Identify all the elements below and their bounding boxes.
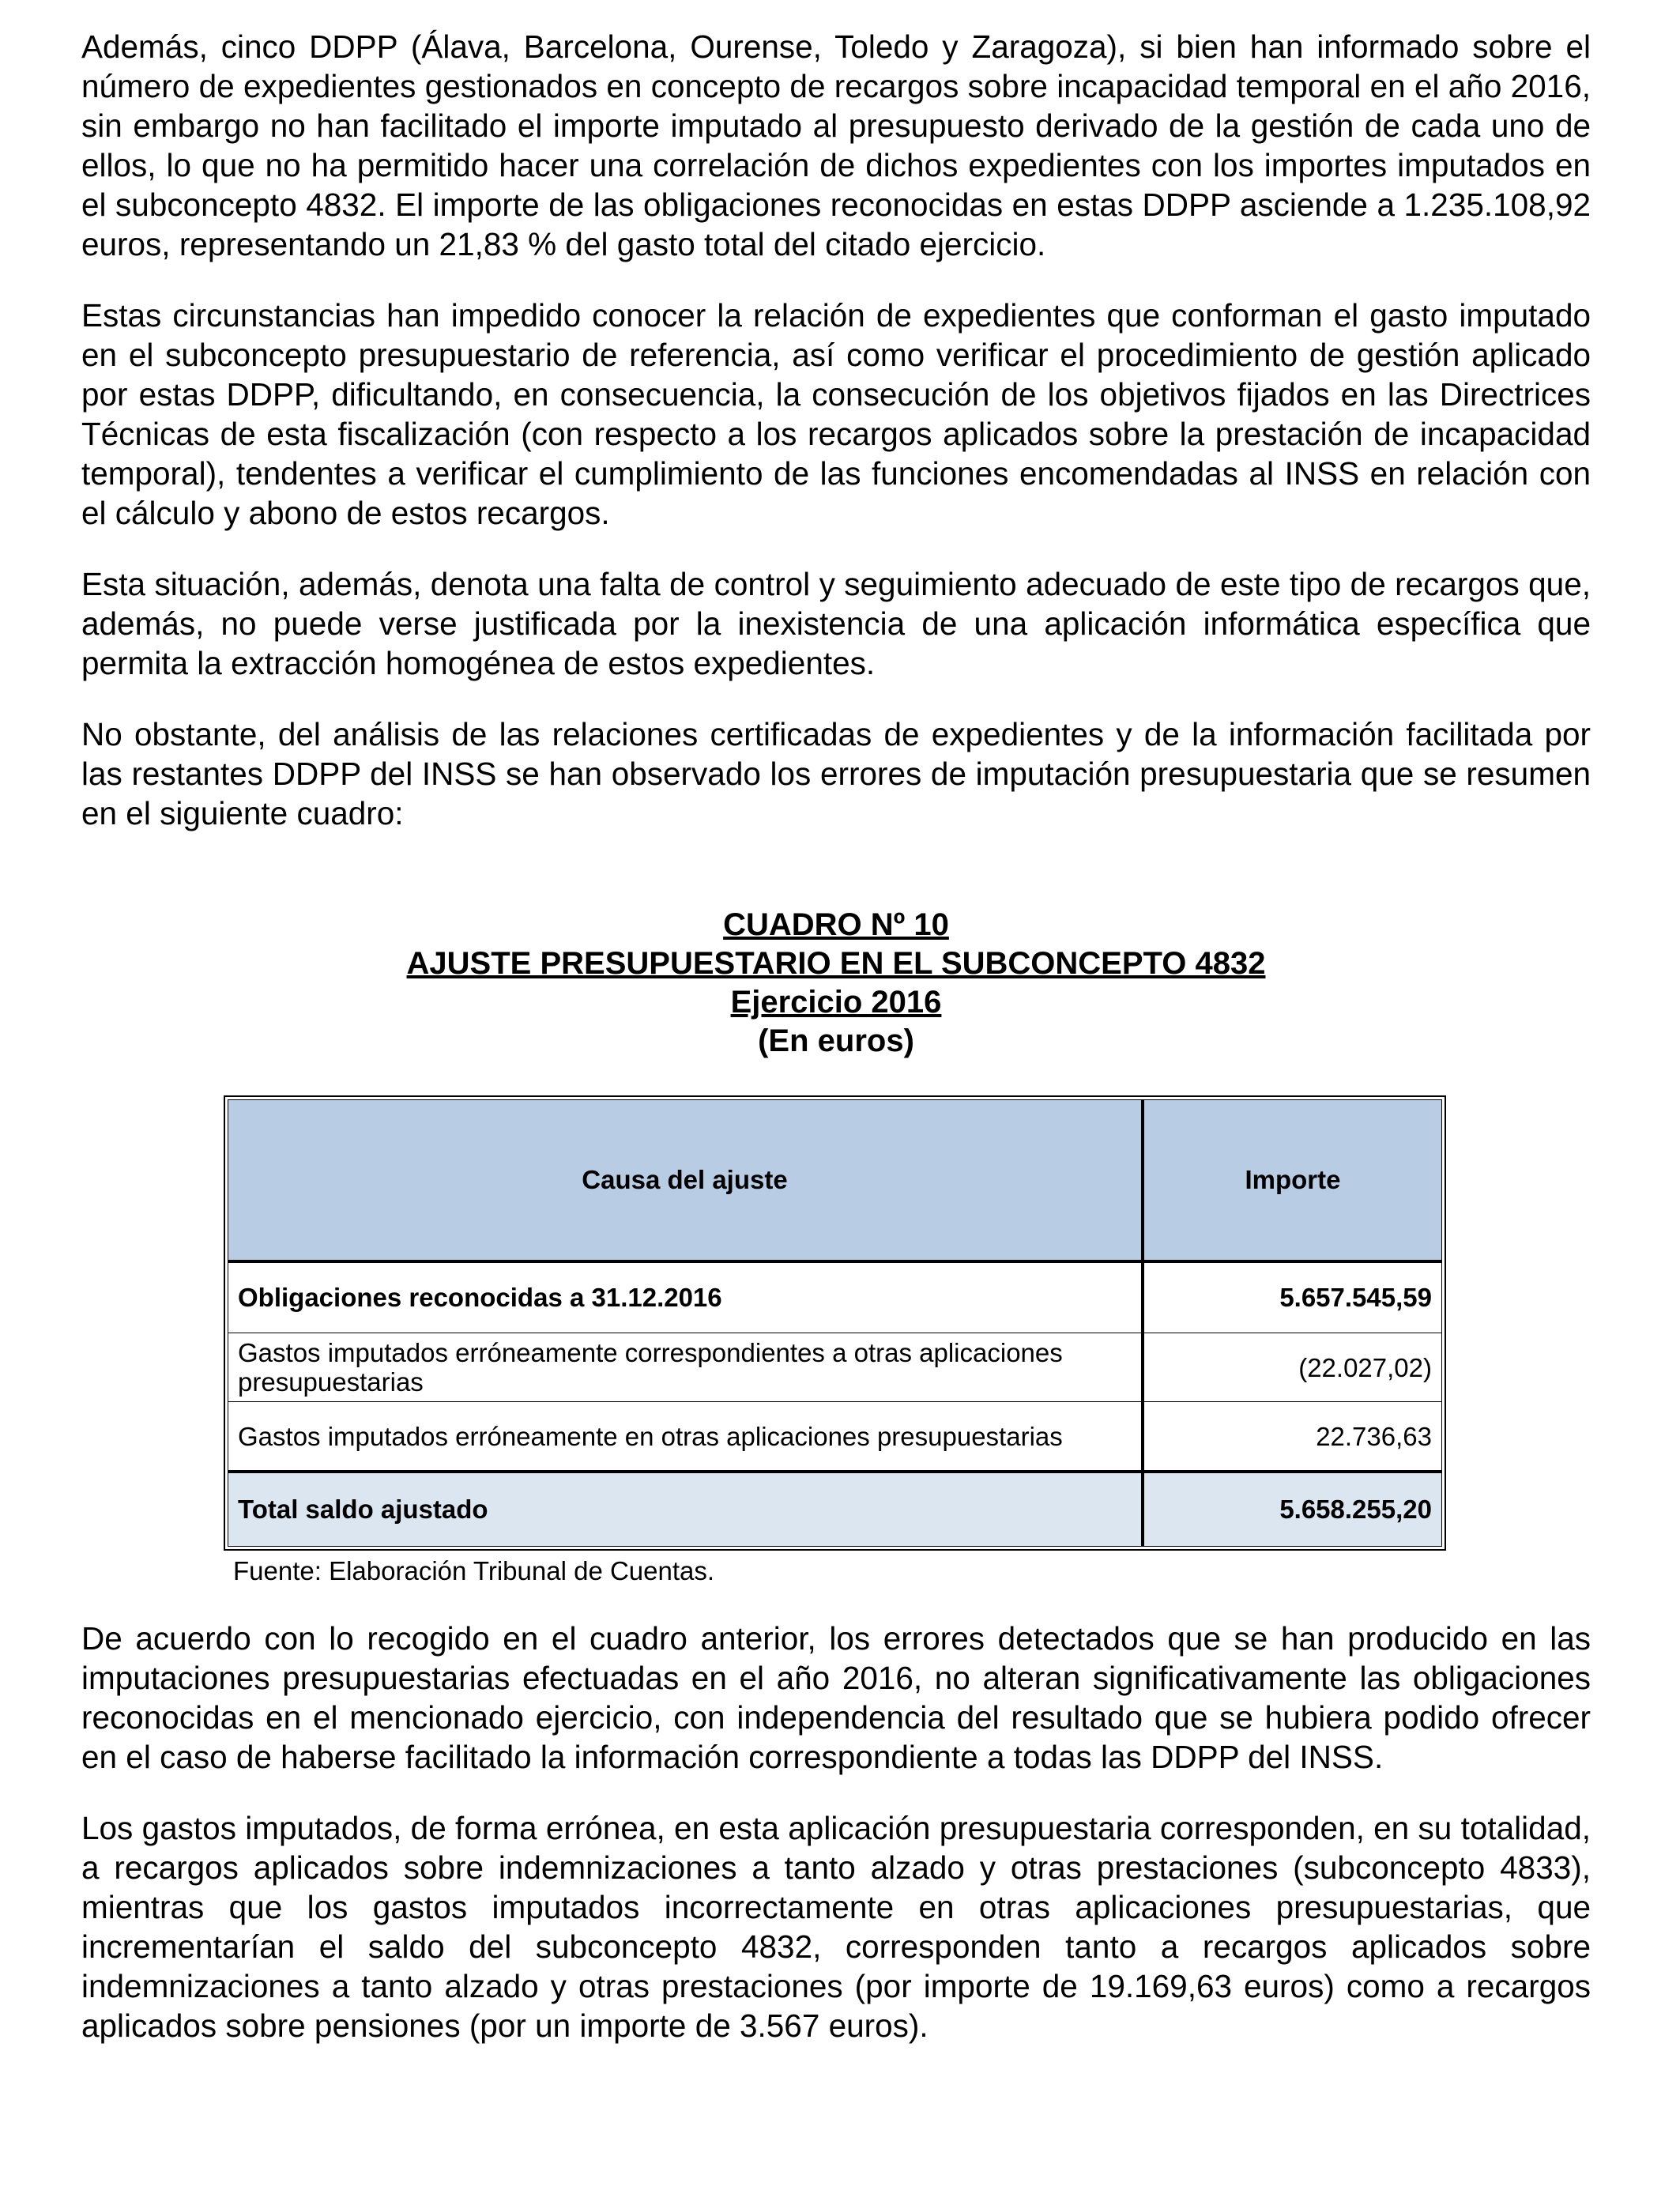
paragraph-control-lack: Esta situación, además, denota una falta de control y seguimiento adecuado de este tipo de recargos que, además, no puede verse justificada por la inexistencia de una aplicación informática específica que permita la extracción homogénea de estos expedientes. (81, 566, 1591, 681)
table-header-row (228, 1100, 1442, 1262)
total-label: Total saldo ajustado (228, 1472, 1143, 1547)
paragraph-analysis-intro: No obstante, del análisis de las relaciones certificadas de expedientes y de la información facilitada por las restantes DDPP del INSS se han observado los errores de imputación presupuestaria que se resumen en el siguiente cuadro: (81, 716, 1591, 831)
row-value: 5.657.545,59 (1143, 1261, 1442, 1333)
adjustment-table-frame (224, 1095, 1446, 1551)
paragraph-circumstances: Estas circunstancias han impedido conocer la relación de expedientes que conforman el gasto imputado en el subconcepto presupuestario de referencia, así como verificar el procedimiento de gestión aplicado por estas DDPP, dificultando, en consecuencia, la consecución de los objetivos fijados en las Directrices Técnicas de esta fiscalización (con respecto a los recargos aplicados sobre la prestación de incapacidad temporal), tendentes a verificar el cumplimiento de las funciones encomendadas al INSS en relación con el cálculo y abono de estos recargos. (81, 297, 1591, 531)
paragraph-errors-detail: Los gastos imputados, de forma errónea, en esta aplicación presupuestaria corresponden, en su totalidad, a recargos aplicados sobre indemnizaciones a tanto alzado y otras prestaciones (subconcepto 4833), mientras que los gastos imputados incorrectamente en otras aplicaciones presupuestarias, que incrementarían el saldo del subconcepto 4832, corresponden tanto a recargos aplicados sobre indemnizaciones a tanto alzado y otras prestaciones (por importe de 19.169,63 euros) como a recargos aplicados sobre pensiones (por un importe de 3.567 euros). (81, 1810, 1591, 2044)
header-amount: Importe (1143, 1100, 1442, 1262)
table-caption (81, 906, 1591, 1061)
total-value: 5.658.255,20 (1143, 1472, 1442, 1547)
table-source: Fuente: Elaboración Tribunal de Cuentas. (233, 1556, 715, 1585)
caption-year: Ejercicio 2016 (730, 985, 942, 1020)
caption-title: AJUSTE PRESUPUESTARIO EN EL SUBCONCEPTO 4832 (406, 946, 1266, 981)
row-label: Obligaciones reconocidas a 31.12.2016 (228, 1261, 1143, 1333)
document-page (81, 27, 1591, 2045)
paragraph-conclusion: De acuerdo con lo recogido en el cuadro anterior, los errores detectados que se han producido en las imputaciones presupuestarias efectuadas en el año 2016, no alteran significativamente las obligaciones reconocidas en el mencionado ejercicio, con independencia del resultado que se hubiera podido ofrecer en el caso de haberse facilitado la información correspondiente a todas las DDPP del INSS. (81, 1620, 1591, 1775)
paragraph-ddpp-missing-amounts: Además, cinco DDPP (Álava, Barcelona, Ourense, Toledo y Zaragoza), si bien han informado sobre el número de expedientes gestionados en concepto de recargos sobre incapacidad temporal en el año 2016, sin embargo no han facilitado el importe imputado al presupuesto derivado de la gestión de cada uno de ellos, lo que no ha permitido hacer una correlación de dichos expedientes con los importes imputados en el subconcepto 4832. El importe de las obligaciones reconocidas en estas DDPP asciende a 1.235.108,92 euros, representando un 21,83 % del gasto total del citado ejercicio. (81, 28, 1591, 262)
table-total-row (228, 1472, 1442, 1547)
row-value: 22.736,63 (1143, 1402, 1442, 1472)
table-row (228, 1333, 1442, 1402)
table-row (228, 1261, 1442, 1333)
adjustment-table (228, 1099, 1442, 1547)
row-label: Gastos imputados erróneamente en otras aplicaciones presupuestarias (228, 1402, 1143, 1472)
table-row (228, 1402, 1442, 1472)
header-cause: Causa del ajuste (228, 1100, 1143, 1262)
caption-units: (En euros) (758, 1023, 914, 1058)
caption-number: CUADRO Nº 10 (723, 907, 949, 942)
row-value: (22.027,02) (1143, 1333, 1442, 1402)
row-label: Gastos imputados erróneamente correspondientes a otras aplicaciones presupuestarias (228, 1333, 1143, 1402)
